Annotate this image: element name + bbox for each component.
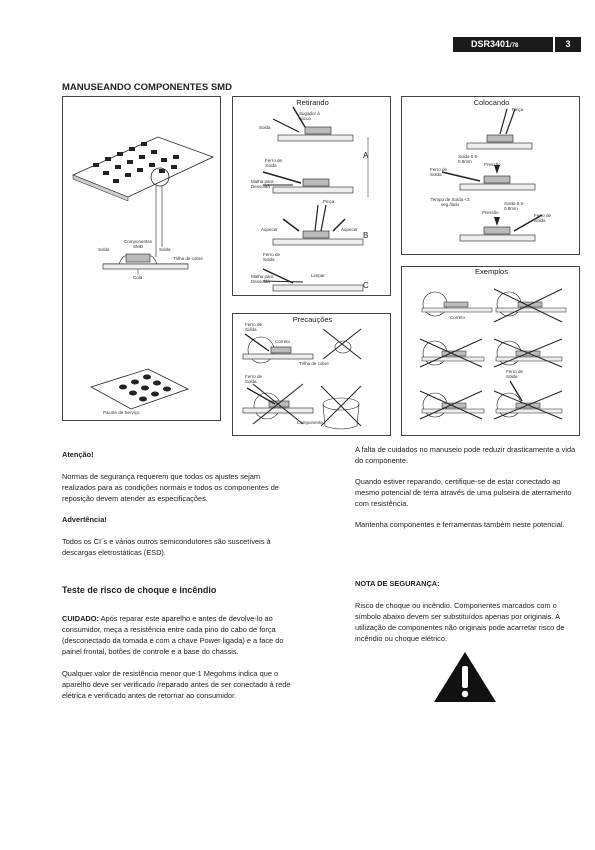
- atencao-text: Normas de segurança requerem que todos os ajustes sejam realizados para as condições normais e todos os componentes de reposição devem atender as especificações.: [62, 472, 279, 503]
- caption-exemplos: Exemplos: [475, 267, 508, 276]
- header-model: DSR3401/78: [453, 37, 553, 52]
- label-aquecer-1: Aquecer: [261, 227, 278, 232]
- nota-title: NOTA DE SEGURANÇA:: [355, 579, 440, 588]
- label-c: C: [363, 281, 369, 290]
- label-solda: Solda 0.5-0.8mm: [458, 154, 479, 164]
- label-malha-2: Malha para Dessolda: [251, 274, 274, 284]
- label-malha: Malha para Dessolda: [251, 179, 274, 189]
- label-correto: Correto: [275, 339, 291, 344]
- right-p1: A falta de cuidados no manuseio pode reduzir drasticamente a vida do componente.: [355, 445, 576, 465]
- caption-colocando: Colocando: [473, 98, 510, 107]
- label-ferro: Ferro de Solda: [245, 322, 263, 332]
- label-trilha: Trilha de cobre: [299, 361, 329, 366]
- figure-retirando: [232, 96, 391, 296]
- figure-precaucoes: [232, 313, 391, 436]
- label-sugador: Sugador à vácuo: [299, 111, 320, 121]
- label-pressao: Pressão: [484, 162, 501, 167]
- label-correto: Correto: [450, 315, 466, 320]
- label-ferro: Ferro de Solda: [265, 158, 283, 168]
- label-solda: Solda: [259, 125, 271, 130]
- cuidado-text: [62, 613, 294, 657]
- atencao-title: Atenção!: [62, 450, 94, 459]
- label-pinca: Pinça: [512, 107, 524, 112]
- label-solda-2: Solda: [159, 247, 171, 252]
- right-p2: Quando estiver reparando, certifique-se de estar conectado ao mesmo potencial de terra através de uma pulseira de aterramento com resistência.: [355, 477, 572, 508]
- label-componentes-smd: Componentes SMD: [123, 239, 153, 249]
- label-ferro-2: Ferro de Solda: [263, 252, 281, 262]
- exemplos-drawing: [402, 267, 581, 437]
- label-pacote: Pacote de Serviço: [103, 410, 140, 415]
- page-number: 3: [555, 37, 581, 52]
- cuidado-body: Após reparar este aparelho e antes de devolve-lo ao consumidor, meça a resistência entre cada pino do cabo de força (desconectado da tomada e com a chave Power ligada) e a face do painel frontal, botões de controle e a base do chassis.: [62, 614, 284, 656]
- caption-retirando: Retirando: [296, 98, 329, 107]
- label-limpar: Limpar: [311, 273, 325, 278]
- right-p3: Mantenha componentes e ferramentas também neste potencial.: [355, 520, 565, 529]
- label-b: B: [363, 231, 369, 240]
- figure-colocando: [401, 96, 580, 255]
- teste-title: Teste de risco de choque e incêndio: [62, 585, 217, 595]
- label-ferro: Ferro de Solda: [430, 167, 448, 177]
- label-a: A: [363, 151, 369, 160]
- cuidado-text-2: Qualquer valor de resistência menor que 1 Megohms indica que o aparelho deve ser verificado /reparado antes de ser conectado à rede elétrica e verificado antes de retornar ao consumidor.: [62, 669, 291, 700]
- advertencia-text: Todos os CI´s e vários outros semicondutores são suscetíveis à descargas eletrostáticas (ESD).: [62, 537, 271, 557]
- label-solda-2: Solda 0.5-0.8mm: [504, 201, 525, 211]
- label-aquecer-2: Aquecer: [341, 227, 358, 232]
- nota-text: Risco de choque ou incêndio. Componentes marcados com o símbolo abaixo devem ser substituídos apenas por originais. A utilização de componentes não originais pode acarretar risco de incêndio ou choque elétrico.: [355, 601, 565, 643]
- label-ferro: Ferro de Solda: [506, 369, 524, 379]
- caption-precaucoes: Precauções: [292, 315, 333, 324]
- page-title: MANUSEANDO COMPONENTES SMD: [62, 82, 232, 93]
- label-ferro-2: Ferro de Solda: [534, 213, 552, 223]
- figure-smd-board: [62, 96, 221, 421]
- label-trilha: Trilha de cobre: [173, 256, 203, 261]
- label-solda-1: Solda: [98, 247, 110, 252]
- label-ferro-2: Ferro de Solda: [245, 374, 263, 384]
- figure-exemplos: [401, 266, 580, 436]
- label-tempo: Tempo de Solda <3 seg./lado: [430, 197, 470, 207]
- warning-triangle-icon: [433, 651, 497, 703]
- label-pinca: Pinça: [323, 199, 335, 204]
- cuidado-label: CUIDADO:: [62, 614, 99, 623]
- colocando-drawing: [402, 97, 581, 256]
- advertencia-title: Advertência!: [62, 515, 107, 524]
- warning-triangle-shape: [433, 651, 497, 703]
- label-componente: Componente: [297, 420, 323, 425]
- retirando-drawing: [233, 97, 392, 297]
- label-cola: Cola: [133, 275, 143, 280]
- label-pressao-2: Pressão: [482, 210, 499, 215]
